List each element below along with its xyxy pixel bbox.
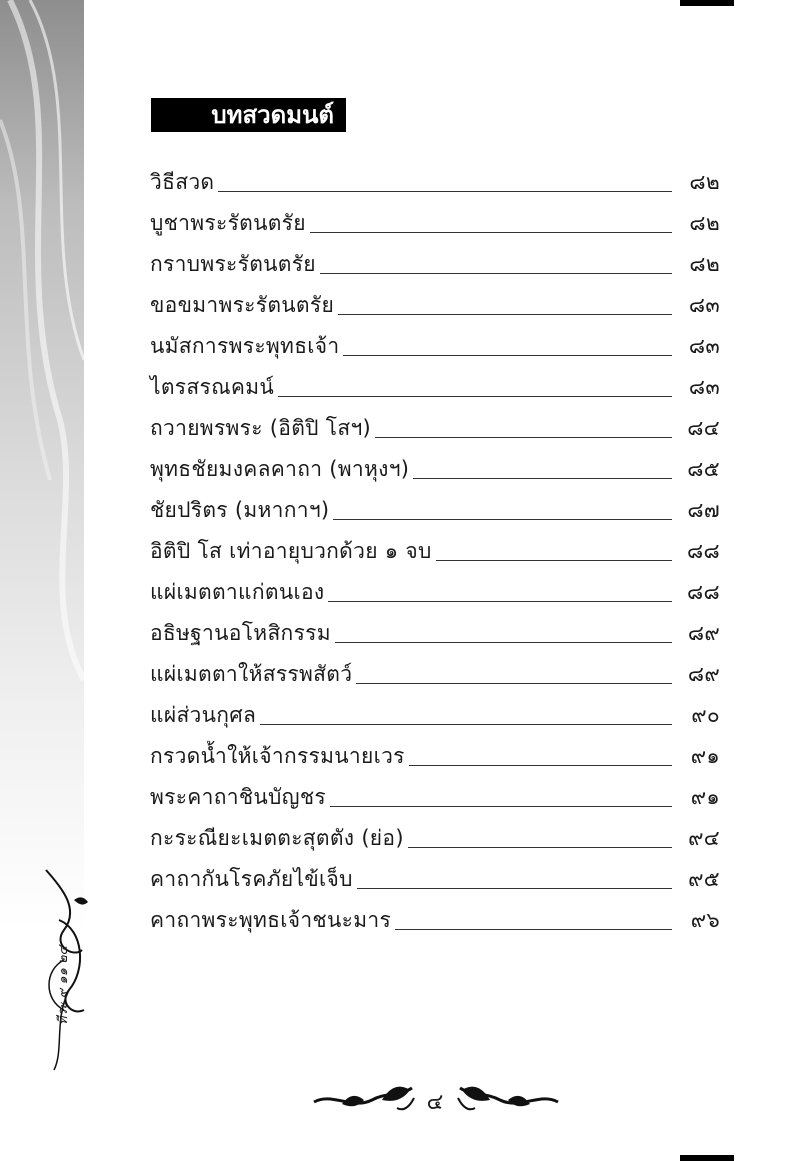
toc-entry [150,197,720,238]
toc-leader-line [218,191,672,192]
top-edge-mark [680,0,734,6]
toc-leader-line [260,724,672,725]
footer-ornament-right [452,1078,560,1118]
toc-entry-page: ๙๕ [688,867,720,891]
toc-entry [150,361,720,402]
toc-entry-page: ๘๒ [689,170,720,194]
toc-entry-page: ๙๖ [690,908,720,932]
toc-entry-page: ๙๑ [690,785,720,809]
toc-entry-title: คาถาพระพุทธเจ้าชนะมาร [150,908,392,932]
toc-entry-title: แผ่เมตตาแก่ตนเอง [150,580,325,604]
section-title: บทสวดมนต์ [151,98,346,132]
toc-entry [150,689,720,730]
toc-entry [150,279,720,320]
toc-leader-line [413,478,672,479]
toc-leader-line [335,642,672,643]
bottom-edge-mark [680,1155,734,1161]
toc-entry-page: ๙๔ [688,826,720,850]
toc-leader-line [343,355,672,356]
toc-entry-page: ๘๙ [687,621,720,645]
toc-entry-page: ๘๓ [688,375,720,399]
toc-entry-title: อธิษฐานอโหสิกรรม [150,621,331,645]
toc-entry [150,402,720,443]
toc-leader-line [356,683,672,684]
toc-entry-page: ๙๐ [691,703,720,727]
toc-entry-title: กะระณียะเมตตะสุตตัง (ย่อ) [150,826,404,850]
toc-entry [150,853,720,894]
toc-entry-page: ๘๗ [687,498,720,522]
toc-entry-page: ๘๙ [687,662,720,686]
toc-entry-title: คาถากันโรคภัยไข้เจ็บ [150,867,353,891]
toc-entry-page: ๘๘ [686,580,720,604]
toc-entry-title: วิธีสวด [150,170,215,194]
toc-entry [150,484,720,525]
footer-ornament-left [312,1078,417,1118]
toc-leader-line [338,314,672,315]
toc-entry [150,525,720,566]
toc-leader-line [408,847,672,848]
toc-leader-line [333,519,672,520]
toc-leader-line [310,232,672,233]
toc-entry-title: พระคาถาชินบัญชร [150,785,327,809]
toc-leader-line [436,560,672,561]
toc-entry-title: กรวดน้ำให้เจ้ากรรมนายเวร [150,744,405,768]
toc-entry-title: แผ่ส่วนกุศล [150,703,257,727]
toc-entry-title: ถวายพรพระ (อิติปิ โสฯ) [150,416,372,440]
toc-entry [150,730,720,771]
toc-entry-page: ๘๕ [687,457,720,481]
side-caption: ทีระ ๙ ๑๑ ๒๔ [56,945,71,1025]
page-number: ๔ [426,1090,444,1115]
toc-entry-page: ๘๔ [687,416,720,440]
toc-leader-line [357,888,672,889]
toc-entry-title: ชัยปริตร (มหากาฯ) [150,498,330,522]
toc-entry-title: ขอขมาพระรัตนตรัย [150,293,335,317]
toc-entry [150,238,720,279]
toc-leader-line [320,273,672,274]
toc-entry-page: ๙๑ [690,744,720,768]
toc-entry [150,771,720,812]
toc-leader-line [330,806,672,807]
toc-entry-page: ๘๓ [688,334,720,358]
toc-entry-title: พุทธชัยมงคลคาถา (พาหุงฯ) [150,457,410,481]
toc-leader-line [409,765,672,766]
toc-entry-page: ๘๓ [688,293,720,317]
toc-entry-title: บูชาพระรัตนตรัย [150,211,306,235]
toc-leader-line [395,929,672,930]
toc-leader-line [375,437,672,438]
toc-entry-title: นมัสการพระพุทธเจ้า [150,334,340,358]
toc-entry [150,443,720,484]
toc-entry [150,812,720,853]
toc-entry [150,566,720,607]
toc-entry [150,156,720,197]
toc-entry-page: ๘๒ [689,252,720,276]
table-of-contents [150,156,720,935]
toc-entry-title: แผ่เมตตาให้สรรพสัตว์ [150,662,353,686]
toc-entry [150,648,720,689]
toc-leader-line [328,601,672,602]
toc-entry-page: ๘๘ [686,539,720,563]
toc-entry-title: อิติปิ โส เท่าอายุบวกด้วย ๑ จบ [150,539,432,563]
toc-entry [150,894,720,935]
toc-leader-line [278,396,672,397]
toc-entry-title: ไตรสรณคมน์ [150,375,275,399]
toc-entry-title: กราบพระรัตนตรัย [150,252,316,276]
toc-entry [150,607,720,648]
toc-entry-page: ๘๒ [689,211,720,235]
toc-entry [150,320,720,361]
